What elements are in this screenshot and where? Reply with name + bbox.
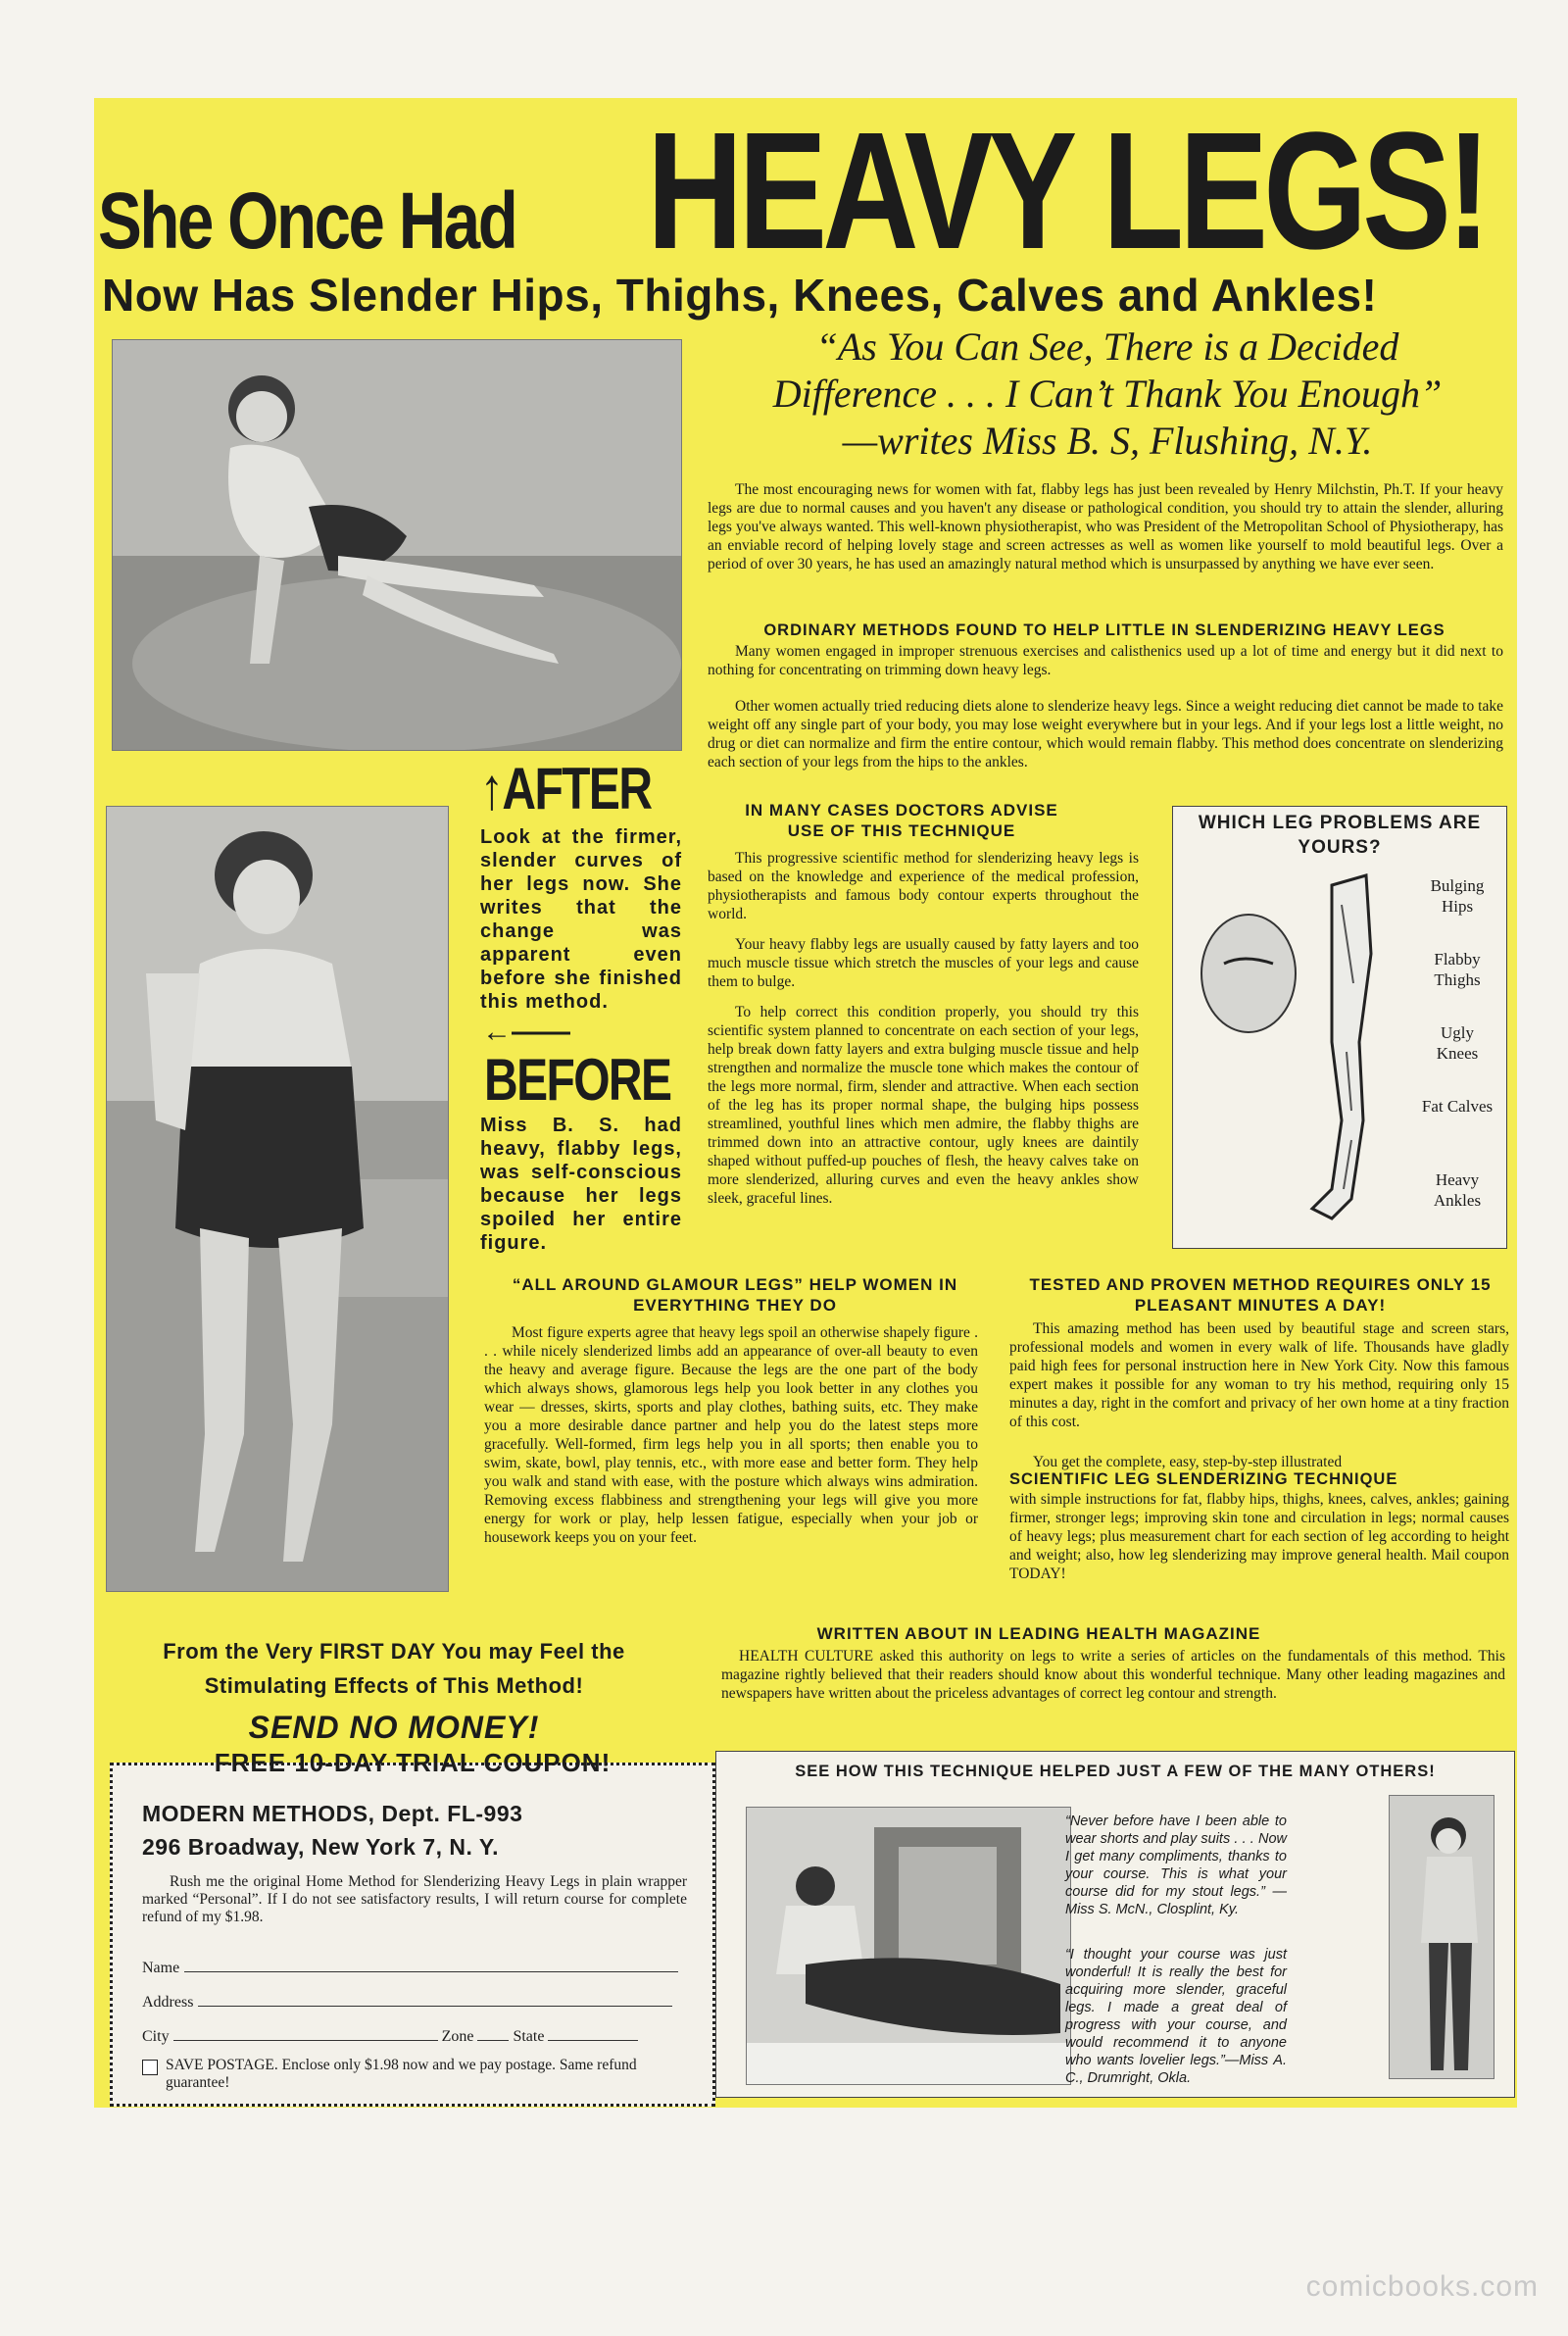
address-line[interactable]	[198, 2006, 672, 2007]
doctors-heading: IN MANY CASES DOCTORS ADVISE USE OF THIS TECHNIQUE	[745, 801, 1058, 840]
glamour-body: Most figure experts agree that heavy legs spoil an otherwise shapely figure . . . while nicely slenderized limbs add an appearance of over-all beauty to even the heavy and average figure. Because the legs are the one part of the body which always shows, glamorous legs help you look better in any clothes you wear — dresses, skirts, sports and play clothes, bathing suits, etc. They make you a more desirable dance partner and help you do the latest steps more gracefully. Well-formed, firm legs help you in all sports; then enable you to swim, skate, bowl, play tennis, etc., with more ease and better form. They help you walk and stand with ease, with the posture which always wins admiration. Removing excess flabbiness and strengthening your legs will give you more energy for work or play, help lessen fatigue, especially when your job or housework keeps you on your feet.	[484, 1324, 978, 1546]
headline-small: She Once Had	[98, 176, 516, 266]
problem-knees: Ugly Knees	[1436, 1023, 1479, 1063]
doctors-p3: To help correct this condition properly, you should try this scientific system planned to concentrate on each section of your legs, help break down fatty layers and extra bulging muscle tissue and help strengthen and normalize the muscle tone which makes the contour of the legs more normal, firm, slender and attractive. When each section of the leg has its proper normal shape, the bulging hips possess streamlined, youthful lines which men admire, the flabby thighs are trimmed down into an attractive contour, ugly knees are daintily shaped without puffed-up pouches of flesh, the heavy calves take on more slenderized, alluring curves and even the heavy ankles show sleek, graceful lines.	[708, 1004, 1139, 1207]
leg-problems-box	[1172, 806, 1507, 1249]
name-label: Name	[142, 1960, 180, 1976]
before-arrow: ←——	[482, 1016, 570, 1048]
city-label: City	[142, 2028, 170, 2045]
trial-coupon[interactable]	[110, 1748, 715, 2107]
state-label: State	[513, 2028, 545, 2045]
quote-line-2: Difference . . . I Can’t Thank You Enough”	[772, 372, 1443, 416]
problem-hips: Bulging Hips	[1430, 876, 1485, 916]
intro-paragraph: The most encouraging news for women with fat, flabby legs has just been revealed by Henry Milchstin, Ph.T. If your heavy legs are due to normal causes and you haven't any disease or pathological condition, you should try to attain the slender, alluring legs you've always wanted. This well-known physiotherapist, who was President of the Metropolitan School of Physiotherapy, has an enviable record of helping lovely stage and screen actresses as well as women like yourself to mold beautiful legs. Over a period of over 30 years, he has used an amazingly natural method which is unsurpassed by anything we have ever seen.	[708, 481, 1503, 572]
ordinary-methods-p2: Other women actually tried reducing diets alone to slenderize heavy legs. Since a weight reducing diet cannot be made to take weight off any single part of your body, you may lose weight everywhere but in your legs. And if your legs lost a little weight, no drug or diet can normalize and firm the entire contour, which would remain flabby. This method does concentrate on slenderizing each section of your legs from the hips to the ankles.	[708, 698, 1503, 770]
state-line[interactable]	[548, 2040, 638, 2041]
coupon-address: 296 Broadway, New York 7, N. Y.	[142, 1834, 500, 1860]
testimonial-1: “Never before have I been able to wear shorts and play suits . . . Now I get many compliments, thanks to your course. This is what your course did for my stout legs.” —Miss S. McN., Closplint, Ky.	[1065, 1814, 1287, 1917]
tested-heading: TESTED AND PROVEN METHOD REQUIRES ONLY 15 PLEASANT MINUTES A DAY!	[1029, 1275, 1492, 1315]
coupon-text: Rush me the original Home Method for Slenderizing Heavy Legs in plain wrapper marked “Personal”. If I do not see satisfactory results, I will return course for complete refund of my $1.98.	[142, 1873, 687, 1925]
tested-p1: This amazing method has been used by beautiful stage and screen stars, professional models and women in every walk of life. Thousands have gladly paid high fees for personal instruction here in New York City. Now this famous expert makes it possible for any woman to try his method, requiring only 15 minutes a day, right in the comfort and privacy of her own home at a tiny fraction of this cost.	[1009, 1320, 1509, 1430]
address-label: Address	[142, 1994, 194, 2011]
others-box	[715, 1751, 1515, 2098]
tested-p2a: You get the complete, easy, step-by-step illustrated	[1033, 1454, 1343, 1470]
after-label: ↑AFTER	[480, 756, 652, 821]
coupon-title: FREE 10-DAY TRIAL COUPON!	[214, 1748, 612, 1777]
doctors-p2: Your heavy flabby legs are usually caused by fatty layers and too much muscle tissue which stretch the muscles of your legs and cause them to bulge.	[708, 936, 1139, 990]
problem-thighs: Flabby Thighs	[1434, 950, 1481, 989]
headline-big: HEAVY LEGS!	[647, 98, 1487, 284]
ordinary-methods-heading: ORDINARY METHODS FOUND TO HELP LITTLE IN SLENDERIZING HEAVY LEGS	[763, 621, 1446, 639]
watermark: comicbooks.com	[1305, 2270, 1539, 2303]
problem-calves: Fat Calves	[1421, 1097, 1494, 1116]
others-photo-2	[1389, 1795, 1494, 2079]
postage-text: SAVE POSTAGE. Enclose only $1.98 now and we pay postage. Same refund guarantee!	[166, 2057, 637, 2091]
subheadline: Now Has Slender Hips, Thighs, Knees, Calves and Ankles!	[102, 270, 1378, 321]
before-caption: Miss B. S. had heavy, flabby legs, was self-conscious because her legs spoiled her entire figure.	[480, 1115, 682, 1254]
city-zone-state-fields[interactable]	[142, 2028, 697, 2046]
doctors-p1: This progressive scientific method for slenderizing heavy legs is based on the knowledge and experience of the medical profession, physiotherapists and famous body contour experts throughout the world.	[708, 850, 1139, 922]
others-photo-1	[746, 1807, 1071, 2085]
cta-line-1: From the Very FIRST DAY You may Feel the	[163, 1639, 625, 1664]
quote-line-3: —writes Miss B. S, Flushing, N.Y.	[842, 419, 1373, 463]
others-heading: SEE HOW THIS TECHNIQUE HELPED JUST A FEW OF THE MANY OTHERS!	[795, 1763, 1436, 1780]
testimonial-2: “I thought your course was just wonderful! It is really the best for acquiring more slender, graceful legs. I made a great deal of progress with your course, and would recommend it to anyone who wants lovelier legs.”—Miss A. C., Drumright, Okla.	[1065, 1947, 1287, 2086]
glamour-heading: “ALL AROUND GLAMOUR LEGS” HELP WOMEN IN EVERYTHING THEY DO	[512, 1275, 958, 1315]
tested-technique-title: SCIENTIFIC LEG SLENDERIZING TECHNIQUE	[1009, 1470, 1398, 1488]
ordinary-methods-p1: Many women engaged in improper strenuous exercises and calisthenics used up a lot of time and energy but it did next to nothing for concentrating on trimming down heavy legs.	[708, 643, 1503, 678]
leg-illustration	[1185, 866, 1430, 1238]
zone-label: Zone	[441, 2028, 474, 2045]
tested-p2c: with simple instructions for fat, flabby hips, thighs, knees, calves, ankles; gaining firmer, stronger legs; improving skin tone and circulation in legs; normal causes of heavy legs; plus measurement chart for each section of leg according to height and weight; also, how leg slenderizing may improve general health. Mail coupon TODAY!	[1009, 1491, 1509, 1582]
testimonial-quote	[706, 323, 1509, 465]
problem-ankles: Heavy Ankles	[1433, 1170, 1482, 1210]
address-field[interactable]	[142, 1994, 687, 2012]
name-field[interactable]	[142, 1960, 687, 1977]
cta-line-2: Stimulating Effects of This Method!	[204, 1673, 584, 1698]
after-caption: Look at the firmer, slender curves of her legs now. She writes that the change was apparent even before she finished this method.	[480, 826, 682, 1013]
before-label: BEFORE	[484, 1047, 671, 1113]
send-no-money: SEND NO MONEY!	[248, 1710, 540, 1745]
postage-checkbox[interactable]	[142, 2060, 158, 2075]
name-line[interactable]	[184, 1971, 678, 1972]
magazine-body: HEALTH CULTURE asked this authority on legs to write a series of articles on the fundamentals of this method. This magazine rightly believed that their readers should know about this wonderful technique. Many other leading magazines and newspapers have written about the priceless advantages of correct leg contour and strength.	[721, 1648, 1505, 1702]
magazine-heading: WRITTEN ABOUT IN LEADING HEALTH MAGAZINE	[816, 1624, 1261, 1643]
quote-line-1: “As You Can See, There is a Decided	[815, 324, 1399, 369]
city-line[interactable]	[173, 2040, 438, 2041]
leg-problems-heading: WHICH LEG PROBLEMS ARE YOURS?	[1198, 813, 1482, 858]
before-photo	[106, 806, 449, 1592]
zone-line[interactable]	[477, 2040, 509, 2041]
coupon-company: MODERN METHODS, Dept. FL-993	[142, 1801, 523, 1826]
after-photo	[112, 339, 682, 751]
